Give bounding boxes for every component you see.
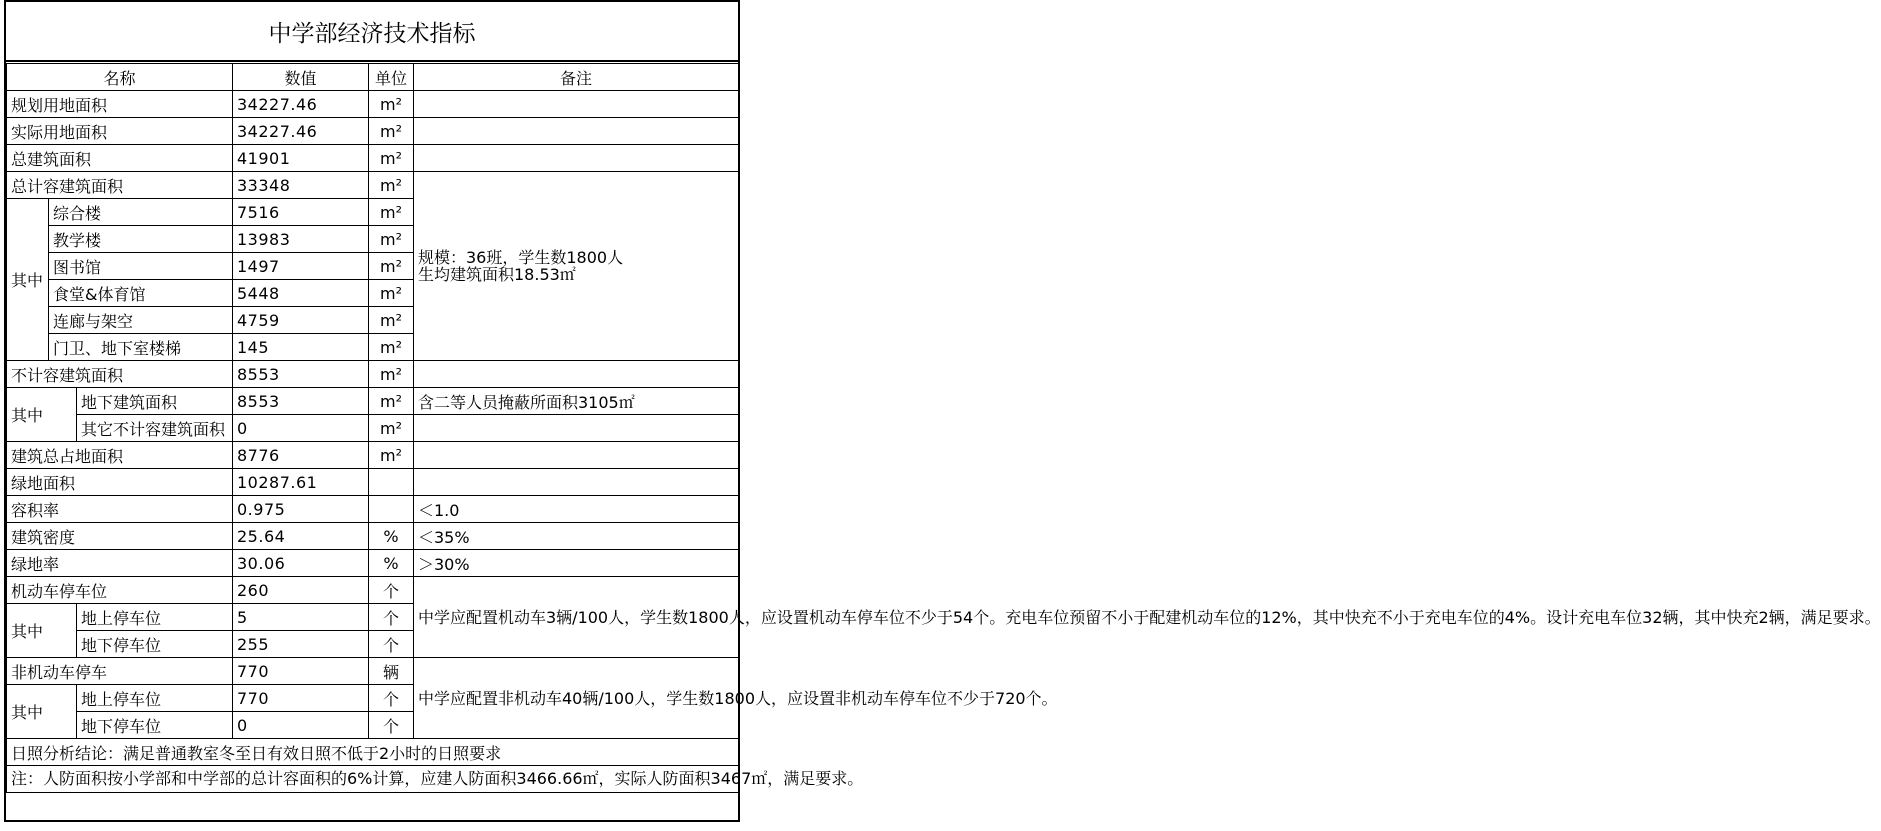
motor-group-label: 其中 — [7, 604, 77, 658]
row-name: 地下建筑面积 — [77, 388, 233, 415]
row-value: 13983 — [233, 226, 369, 253]
row-unit: 个 — [369, 631, 414, 658]
row-unit: 个 — [369, 712, 414, 739]
table-row — [7, 145, 739, 172]
row-value: 255 — [233, 631, 369, 658]
indicator-table-frame — [4, 0, 1881, 822]
table-row — [7, 172, 739, 199]
row-remark — [414, 442, 739, 469]
row-value: 34227.46 — [233, 118, 369, 145]
row-value: 8776 — [233, 442, 369, 469]
row-value: 10287.61 — [233, 469, 369, 496]
row-name: 容积率 — [7, 496, 233, 523]
row-unit: m² — [369, 118, 414, 145]
table-row — [7, 658, 739, 685]
row-name: 建筑总占地面积 — [7, 442, 233, 469]
table-row — [7, 523, 739, 550]
row-name: 不计容建筑面积 — [7, 361, 233, 388]
row-unit: % — [369, 523, 414, 550]
row-value: 770 — [233, 685, 369, 712]
row-unit: m² — [369, 172, 414, 199]
row-unit — [369, 469, 414, 496]
row-unit: m² — [369, 307, 414, 334]
row-unit: 个 — [369, 604, 414, 631]
row-name: 绿地面积 — [7, 469, 233, 496]
row-value: 0 — [233, 415, 369, 442]
row-remark — [414, 361, 739, 388]
far-scale-note: 规模：36班，学生数1800人 — [418, 248, 624, 267]
row-name: 地下停车位 — [77, 631, 233, 658]
far-per-student-note: 生均建筑面积18.53㎡ — [418, 265, 576, 284]
row-remark — [414, 118, 739, 145]
table-row — [7, 118, 739, 145]
sunshine-conclusion: 日照分析结论：满足普通教室冬至日有效日照不低于2小时的日照要求 — [7, 739, 739, 766]
table-row — [7, 415, 739, 442]
row-unit: 个 — [369, 577, 414, 604]
row-unit: m² — [369, 226, 414, 253]
row-name: 总计容建筑面积 — [7, 172, 233, 199]
table-row — [7, 388, 739, 415]
row-name: 门卫、地下室楼梯 — [49, 334, 233, 361]
footnote: 注：人防面积按小学部和中学部的总计容面积的6%计算，应建人防面积3466.66㎡，实际人防面积3467㎡，满足要求。 — [7, 766, 739, 793]
underground-remark: 含二等人员掩蔽所面积3105㎡ — [414, 388, 739, 415]
table-row — [7, 550, 739, 577]
row-value: 7516 — [233, 199, 369, 226]
row-value: 41901 — [233, 145, 369, 172]
sunshine-row — [7, 739, 739, 766]
row-value: 8553 — [233, 361, 369, 388]
row-unit: m² — [369, 199, 414, 226]
row-unit: m² — [369, 145, 414, 172]
row-name: 食堂&体育馆 — [49, 280, 233, 307]
row-value: 4759 — [233, 307, 369, 334]
bike-group-label: 其中 — [7, 685, 77, 739]
row-unit: m² — [369, 415, 414, 442]
row-value: 770 — [233, 658, 369, 685]
row-value: 33348 — [233, 172, 369, 199]
table-row — [7, 361, 739, 388]
row-value: 5448 — [233, 280, 369, 307]
row-value: 145 — [233, 334, 369, 361]
plot-ratio-remark: ＜1.0 — [414, 496, 739, 523]
row-unit: m² — [369, 361, 414, 388]
row-unit: m² — [369, 280, 414, 307]
row-unit: m² — [369, 334, 414, 361]
green-rate-remark: ＞30% — [414, 550, 739, 577]
row-remark — [414, 91, 739, 118]
table-row — [7, 577, 739, 604]
non-far-group-label: 其中 — [7, 388, 77, 442]
header-value: 数值 — [233, 64, 369, 91]
table-header-row — [7, 64, 739, 91]
row-name: 实际用地面积 — [7, 118, 233, 145]
footnote-row — [7, 766, 739, 793]
row-value: 1497 — [233, 253, 369, 280]
row-value: 30.06 — [233, 550, 369, 577]
row-value: 5 — [233, 604, 369, 631]
row-name: 其它不计容建筑面积 — [77, 415, 233, 442]
row-name: 地下停车位 — [77, 712, 233, 739]
row-name: 综合楼 — [49, 199, 233, 226]
row-name: 绿地率 — [7, 550, 233, 577]
row-value: 34227.46 — [233, 91, 369, 118]
header-name: 名称 — [7, 64, 233, 91]
indicator-table — [6, 63, 1881, 793]
row-value: 0 — [233, 712, 369, 739]
table-row — [7, 496, 739, 523]
row-value: 8553 — [233, 388, 369, 415]
table-row — [7, 91, 739, 118]
row-unit: % — [369, 550, 414, 577]
row-name: 图书馆 — [49, 253, 233, 280]
row-unit: m² — [369, 388, 414, 415]
row-unit: m² — [369, 442, 414, 469]
row-name: 建筑密度 — [7, 523, 233, 550]
row-name: 地上停车位 — [77, 604, 233, 631]
page-title: 中学部经济技术指标 — [6, 2, 738, 62]
row-name: 非机动车停车 — [7, 658, 233, 685]
row-name: 教学楼 — [49, 226, 233, 253]
bike-remark: 中学应配置非机动车40辆/100人，学生数1800人，应设置非机动车停车位不少于720个。 — [414, 658, 739, 739]
far-remark — [414, 172, 739, 361]
row-name: 总建筑面积 — [7, 145, 233, 172]
row-unit: 辆 — [369, 658, 414, 685]
row-name: 地上停车位 — [77, 685, 233, 712]
row-remark — [414, 145, 739, 172]
motor-remark: 中学应配置机动车3辆/100人，学生数1800人，应设置机动车停车位不少于54个。充电车位预留不小于配建机动车位的12%，其中快充不小于充电车位的4%。设计充电车位32辆，其中快充2辆，满足要求。 — [414, 577, 739, 658]
table-row — [7, 442, 739, 469]
row-value: 260 — [233, 577, 369, 604]
row-remark — [414, 415, 739, 442]
density-remark: ＜35% — [414, 523, 739, 550]
row-name: 连廊与架空 — [49, 307, 233, 334]
row-unit: 个 — [369, 685, 414, 712]
row-value: 25.64 — [233, 523, 369, 550]
row-unit: m² — [369, 91, 414, 118]
row-name: 规划用地面积 — [7, 91, 233, 118]
sub-group-label: 其中 — [7, 199, 49, 361]
row-name: 机动车停车位 — [7, 577, 233, 604]
header-remark: 备注 — [414, 64, 739, 91]
table-row — [7, 469, 739, 496]
row-unit: m² — [369, 253, 414, 280]
header-unit: 单位 — [369, 64, 414, 91]
row-remark — [414, 469, 739, 496]
row-unit — [369, 496, 414, 523]
row-value: 0.975 — [233, 496, 369, 523]
